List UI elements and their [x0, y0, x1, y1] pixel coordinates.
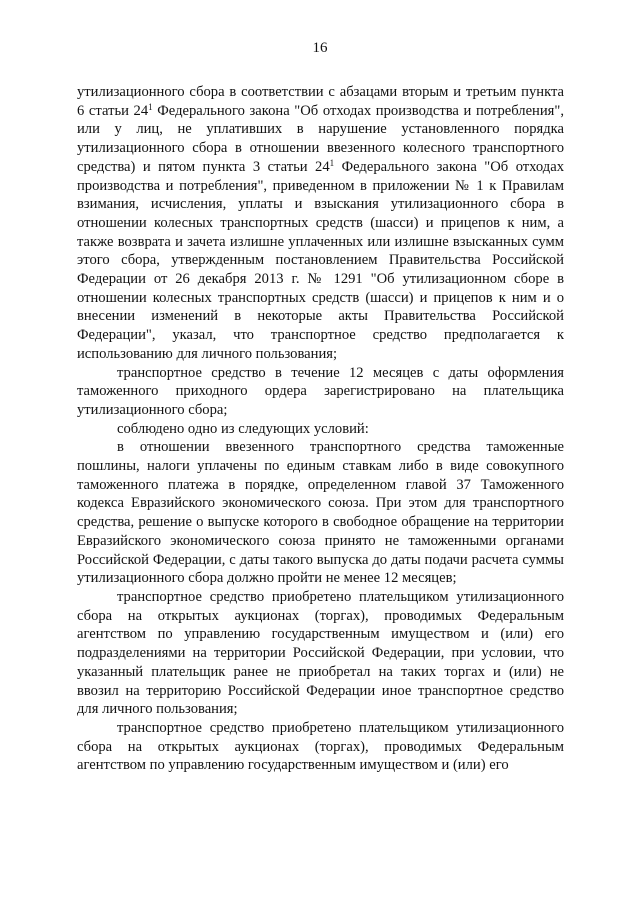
superscript: 1	[148, 101, 153, 112]
paragraph-text: в отношении ввезенного транспортного средства таможенные пошлины, налоги уплачены по единым ставкам либо в виде совокупного таможенного платежа в порядке, определенном главой 37 Таможенного кодекса Евразийского экономического союза. При этом для транспортного средства, решение о выпуске которого в свободное обращение на территории Евразийского экономического союза принято не таможенными органами Российской Федерации, с даты такого выпуска до даты подачи расчета суммы утилизационного сбора должно пройти не менее 12 месяцев;	[77, 439, 564, 587]
superscript: 1	[329, 157, 335, 168]
paragraph-text: транспортное средство приобретено плательщиком утилизационного сбора на открытых аукционах (торгах), проводимых Федеральным агентством по управлению государственным имуществом и (или) его	[77, 719, 564, 774]
paragraph-text: утилизационного сбора в соответствии с абзацами вторым и третьим пункта 6 статьи 24	[77, 84, 564, 119]
document-body	[77, 83, 564, 775]
paragraph-text: Федерального закона "Об отходах производства и потребления", или у лиц, не уплативших в нарушение установленного порядка утилизационного сбора в отношении ввезенного колесного транспортного средства) и пятом пункта 3 статьи 24	[77, 102, 564, 175]
paragraph-4	[77, 438, 564, 588]
paragraph-text: транспортное средство в течение 12 месяцев с даты оформления таможенного приходного ордера зарегистрировано на плательщика утилизационного сбора;	[77, 364, 564, 418]
paragraph-5	[77, 588, 564, 719]
paragraph-2	[77, 364, 564, 420]
paragraph-text: транспортное средство приобретено плательщиком утилизационного сбора на открытых аукционах (торгах), проводимых Федеральным агентством по управлению государственным имуществом и (или) его подразделениями на территории Российской Федерации, при условии, что указанный плательщик ранее не приобретал на таких торгах и (или) не ввозил на территорию Российской Федерации иное транспортное средство для личного пользования;	[77, 588, 564, 718]
paragraph-3	[77, 420, 564, 439]
page-number: 16	[312, 40, 328, 56]
paragraph-6	[77, 719, 564, 775]
paragraph-1	[77, 83, 564, 364]
paragraph-text: соблюдено одно из следующих условий:	[117, 420, 369, 437]
paragraph-text: Федерального закона "Об отходах производства и потребления", приведенном в приложении № 1 к Правилам взимания, исчисления, уплаты и взыскания утилизационного сбора в отношении колесных транспортных средств (шасси) и прицепов к ним, а также возврата и зачета излишне уплаченных или излишне взысканных сумм этого сбора, утвержденным постановлением Правительства Российской Федерации от 26 декабря 2013 г. № 1291 "Об утилизационном сборе в отношении колесных транспортных средств (шасси) и прицепов к ним и о внесении изменений в некоторые акты Правительства Российской Федерации", указал, что транспортное средство предполагается к использованию для личного пользования;	[77, 158, 564, 362]
